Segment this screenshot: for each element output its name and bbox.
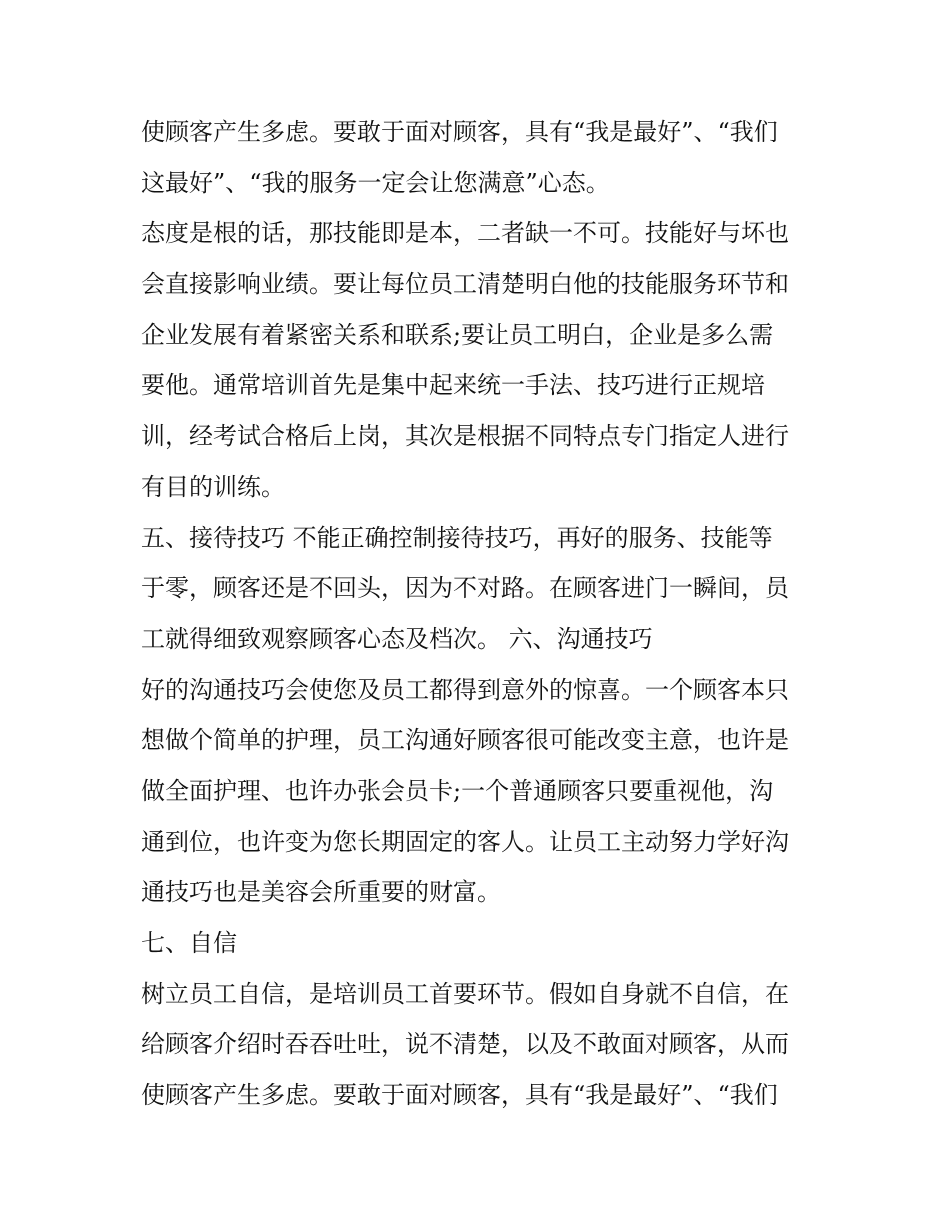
text-line: 要他。通常培训首先是集中起来统一手法、技巧进行正规培 xyxy=(141,371,765,400)
text-line: 树立员工自信，是培训员工首要环节。假如自身就不自信，在 xyxy=(141,979,789,1008)
text-line: 五、接待技巧 不能正确控制接待技巧，再好的服务、技能等 xyxy=(141,523,773,552)
text-line: 会直接影响业绩。要让每位员工清楚明白他的技能服务环节和 xyxy=(141,270,789,299)
text-line: 使顾客产生多虑。要敢于面对顾客，具有“我是最好”、“我们 xyxy=(141,118,778,146)
text-line: 想做个简单的护理，员工沟通好顾客很可能改变主意，也许是 xyxy=(141,726,789,755)
text-line: 态度是根的话，那技能即是本，二者缺一不可。技能好与坏也 xyxy=(141,219,789,248)
text-line: 这最好”、“我的服务一定会让您满意”心态。 xyxy=(141,168,610,197)
text-line: 于零，顾客还是不回头，因为不对路。在顾客进门一瞬间，员 xyxy=(141,574,789,603)
text-line: 通技巧也是美容会所重要的财富。 xyxy=(141,878,501,907)
document-body xyxy=(141,107,821,1121)
text-line: 通到位，也许变为您长期固定的客人。让员工主动努力学好沟 xyxy=(141,827,789,856)
text-line: 有目的训练。 xyxy=(141,472,285,501)
text-line: 使顾客产生多虑。要敢于面对顾客，具有“我是最好”、“我们 xyxy=(141,1081,778,1110)
text-line: 好的沟通技巧会使您及员工都得到意外的惊喜。一个顾客本只 xyxy=(141,675,789,704)
text-line: 做全面护理、也许办张会员卡;一个普通顾客只要重视他，沟 xyxy=(141,776,774,805)
text-line: 训，经考试合格后上岗，其次是根据不同特点专门指定人进行 xyxy=(141,422,789,451)
text-line: 七、自信 xyxy=(141,929,237,957)
text-line: 工就得细致观察顾客心态及档次。 六、沟通技巧 xyxy=(141,624,653,653)
text-line: 给顾客介绍时吞吞吐吐，说不清楚，以及不敢面对顾客，从而 xyxy=(141,1030,789,1059)
text-line: 企业发展有着紧密关系和联系;要让员工明白，企业是多么需 xyxy=(141,320,774,349)
